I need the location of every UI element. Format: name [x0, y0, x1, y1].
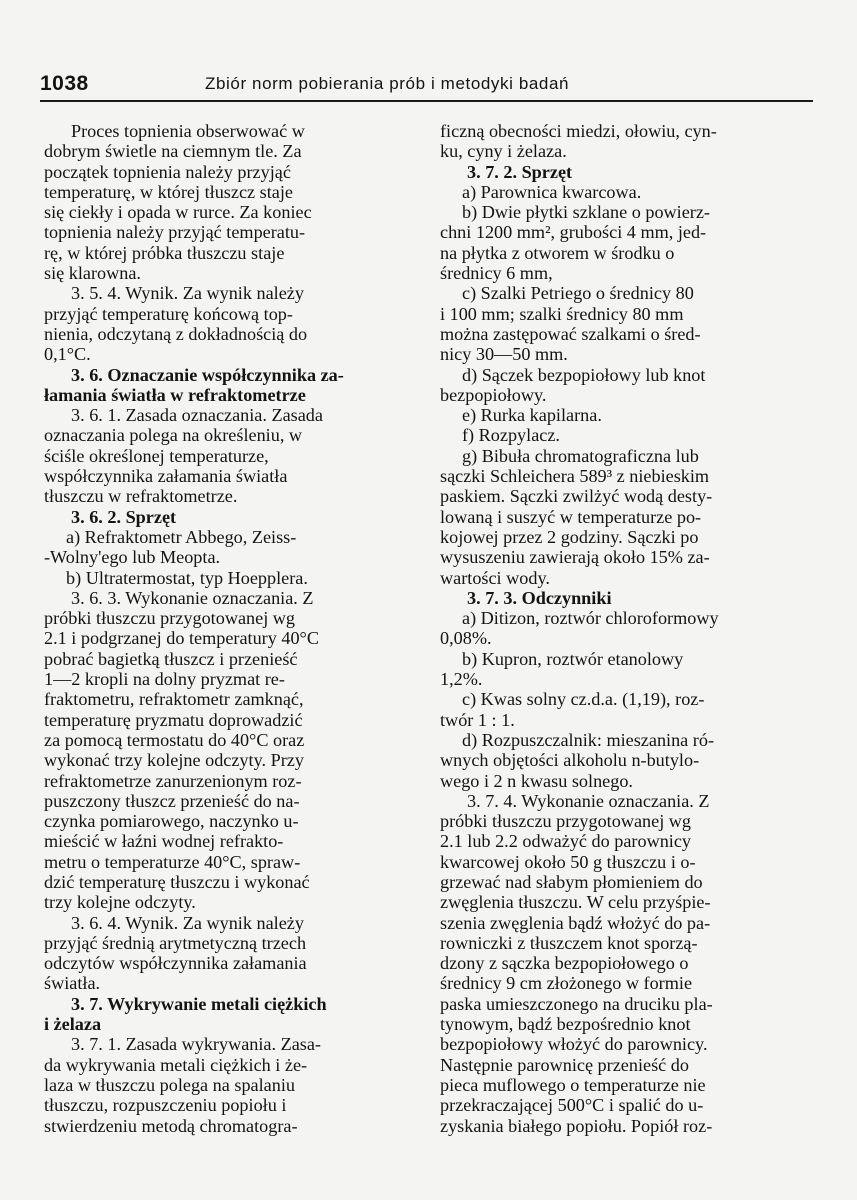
- text-line: tłuszczu w refraktometrze.: [44, 486, 238, 507]
- text-line: światła.: [44, 973, 101, 994]
- text-line: b) Dwie płytki szklane o powierz-: [462, 202, 710, 223]
- text-line: 3. 7. 1. Zasada wykrywania. Zasa-: [71, 1034, 321, 1055]
- text-line: paska umieszczonego na druciku pla-: [440, 993, 713, 1014]
- text-line: pobrać bagietką tłuszcz i przenieść: [44, 648, 298, 669]
- text-line: odczytów współczynnika załamania: [44, 953, 307, 974]
- text-line: na płytka z otworem w środku o: [440, 242, 675, 263]
- text-line: fraktometru, refraktometr zamknąć,: [44, 689, 304, 710]
- section-3-6-1-principle: [44, 405, 416, 506]
- text-line: -Wolny'ego lub Meopta.: [44, 547, 221, 568]
- text-line: paskiem. Sączki zwilżyć wodą desty-: [440, 486, 713, 507]
- text-line: wykonać trzy kolejne odczyty. Przy: [44, 750, 304, 771]
- text-line: 2.1 lub 2.2 odważyć do parownicy: [440, 831, 692, 852]
- text-line: a) Refraktometr Abbego, Zeiss-: [66, 526, 297, 547]
- text-line: temperaturę, w której tłuszcz staje: [44, 181, 293, 202]
- text-line: bezpopiołowy włożyć do parownicy.: [440, 1034, 708, 1055]
- text-line: średnicy 6 mm,: [440, 263, 553, 284]
- text-line: rowniczki z tłuszczem knot sporzą-: [440, 932, 698, 953]
- text-line: zyskania białego popiołu. Popiół roz-: [440, 1115, 713, 1136]
- text-line: bezpopiołowy.: [440, 384, 547, 405]
- text-line: się klarowna.: [44, 263, 141, 284]
- section-3-6-4-result: [44, 913, 416, 994]
- section-3-7-1-principle: [44, 1034, 416, 1135]
- text-line: dzić temperaturę tłuszczu i wykonać: [44, 871, 310, 892]
- page-number: 1038: [40, 72, 89, 95]
- text-line: początek topnienia należy przyjąć: [44, 161, 291, 182]
- text-line: twór 1 : 1.: [440, 709, 515, 730]
- text-line: metru o temperaturze 40°C, spraw-: [44, 851, 301, 872]
- text-line: a) Ditizon, roztwór chloroformowy: [462, 608, 719, 629]
- text-line: i żelaza: [44, 1014, 102, 1035]
- text-line: c) Kwas solny cz.d.a. (1,19), roz-: [462, 689, 705, 710]
- section-3-6-3-procedure: [44, 588, 416, 913]
- text-line: łamania światła w refraktometrze: [44, 384, 306, 405]
- section-3-6-heading: [44, 365, 416, 406]
- text-line: 3. 5. 4. Wynik. Za wynik należy: [71, 283, 304, 304]
- text-line: chni 1200 mm², grubości 4 mm, jed-: [440, 222, 707, 243]
- text-line: da wykrywania metali ciężkich i że-: [44, 1054, 308, 1075]
- text-line: 3. 6. 2. Sprzęt: [71, 506, 177, 527]
- text-line: ficzną obecności miedzi, ołowiu, cyn-: [440, 121, 717, 141]
- text-line: 3. 7. 3. Odczynniki: [467, 587, 612, 608]
- text-line: g) Bibuła chromatograficzna lub: [462, 445, 699, 466]
- text-line: dobrym świetle na ciemnym tle. Za: [44, 141, 302, 162]
- text-line: 3. 6. Oznaczanie współczynnika za-: [71, 364, 344, 385]
- text-line: trzy kolejne odczyty.: [44, 892, 196, 913]
- left-column: [44, 121, 416, 1136]
- section-3-5-4-result: [44, 283, 416, 364]
- text-line: 1—2 kropli na dolny pryzmat re-: [44, 669, 285, 690]
- text-line: d) Sączek bezpopiołowy lub knot: [462, 364, 706, 385]
- text-line: się ciekły i opada w rurce. Za koniec: [44, 202, 312, 223]
- text-line: wartości wody.: [440, 567, 550, 588]
- text-line: szenia zwęglenia bądź włożyć do pa-: [440, 912, 711, 933]
- text-line: nienia, odczytaną z dokładnością do: [44, 323, 308, 344]
- text-line: Proces topnienia obserwować w: [71, 121, 305, 141]
- text-line: 3. 7. 2. Sprzęt: [467, 161, 573, 182]
- section-3-7-3-heading: [440, 588, 812, 608]
- text-line: tłuszczu, rozpuszczeniu popiołu i: [44, 1095, 287, 1116]
- text-line: ściśle określonej temperaturze,: [44, 445, 269, 466]
- text-line: oznaczania polega na określeniu, w: [44, 425, 303, 446]
- text-line: przyjąć temperaturę końcową top-: [44, 303, 293, 324]
- running-title: Zbiór norm pobierania prób i metodyki badań: [205, 74, 570, 93]
- reagents-list-3-7-3: [440, 608, 812, 791]
- text-line: laza w tłuszczu polega na spalaniu: [44, 1074, 295, 1095]
- text-line: kwarcowej około 50 g tłuszczu i o-: [440, 851, 696, 872]
- text-line: pieca muflowego o temperaturze nie: [440, 1074, 706, 1095]
- text-line: przekraczającej 500°C i spalić do u-: [440, 1095, 704, 1116]
- text-line: temperaturę pryzmatu doprowadzić: [44, 709, 303, 730]
- text-line: próbki tłuszczu przygotowanej wg: [44, 608, 296, 629]
- text-line: 3. 7. Wykrywanie metali ciężkich: [71, 993, 327, 1014]
- text-line: 0,1°C.: [44, 344, 91, 365]
- text-line: lowaną i suszyć w temperaturze po-: [440, 506, 702, 527]
- text-line: można zastępować szalkami o śred-: [440, 323, 701, 344]
- text-line: 0,08%.: [440, 628, 492, 649]
- text-line: d) Rozpuszczalnik: mieszanina ró-: [462, 729, 715, 750]
- text-line: wego i 2 n kwasu solnego.: [440, 770, 633, 791]
- text-line: f) Rozpylacz.: [462, 425, 560, 446]
- text-line: 1,2%.: [440, 669, 483, 690]
- text-line: rę, w której próbka tłuszczu staje: [44, 242, 285, 263]
- text-line: puszczony tłuszcz przenieść do na-: [44, 790, 300, 811]
- text-line: stwierdzeniu metodą chromatogra-: [44, 1115, 298, 1136]
- text-line: zwęglenia tłuszczu. W celu przyśpie-: [440, 892, 711, 913]
- text-line: e) Rurka kapilarna.: [462, 405, 602, 426]
- text-line: 3. 6. 1. Zasada oznaczania. Zasada: [71, 405, 323, 426]
- text-line: b) Kupron, roztwór etanolowy: [462, 648, 684, 669]
- text-line: Następnie parownicę przenieść do: [440, 1054, 689, 1075]
- text-line: topnienia należy przyjąć temperatu-: [44, 222, 306, 243]
- text-line: i 100 mm; szalki średnicy 80 mm: [440, 303, 684, 324]
- text-line: 3. 6. 3. Wykonanie oznaczania. Z: [71, 587, 314, 608]
- text-line: c) Szalki Petriego o średnicy 80: [462, 283, 694, 304]
- section-3-7-1-continued: [440, 121, 812, 162]
- text-line: nicy 30—50 mm.: [440, 344, 568, 365]
- right-column: [440, 121, 812, 1136]
- section-3-6-2-heading: [44, 507, 416, 527]
- text-line: a) Parownica kwarcowa.: [462, 181, 642, 202]
- text-line: kojowej przez 2 godziny. Sączki po: [440, 526, 699, 547]
- text-line: 3. 7. 4. Wykonanie oznaczania. Z: [467, 790, 710, 811]
- text-line: czynka pomiarowego, naczynko u-: [44, 811, 299, 832]
- text-line: grzewać nad słabym płomieniem do: [440, 871, 703, 892]
- text-line: wysuszeniu zawierają około 15% za-: [440, 547, 710, 568]
- text-line: tynowym, bądź bezpośrednio knot: [440, 1014, 691, 1035]
- equipment-list-3-7-2: [440, 182, 812, 588]
- text-line: próbki tłuszczu przygotowanej wg: [440, 811, 692, 832]
- text-line: ku, cyny i żelaza.: [440, 141, 567, 162]
- section-3-7-heading: [44, 994, 416, 1035]
- text-line: za pomocą termostatu do 40°C oraz: [44, 729, 305, 750]
- text-line: b) Ultratermostat, typ Hoepplera.: [66, 567, 308, 588]
- text-line: dzony z sączka bezpopiołowego o: [440, 953, 689, 974]
- text-line: 3. 6. 4. Wynik. Za wynik należy: [71, 912, 304, 933]
- text-line: mieścić w łaźni wodnej refrakto-: [44, 831, 284, 852]
- section-3-7-4-procedure: [440, 791, 812, 1136]
- text-line: wnych objętości alkoholu n-butylo-: [440, 750, 700, 771]
- text-line: sączki Schleichera 589³ z niebieskim: [440, 466, 710, 487]
- text-line: przyjąć średnią arytmetyczną trzech: [44, 932, 307, 953]
- paragraph-melting-observation: [44, 121, 416, 283]
- text-line: średnicy 9 cm złożonego w formie: [440, 973, 693, 994]
- text-line: 2.1 i podgrzanej do temperatury 40°C: [44, 628, 319, 649]
- equipment-list-3-6-2: [44, 527, 416, 588]
- page-header: [40, 66, 813, 102]
- section-3-7-2-heading: [440, 162, 812, 182]
- text-line: współczynnika załamania światła: [44, 466, 288, 487]
- text-line: refraktometrze zanurzenionym roz-: [44, 770, 302, 791]
